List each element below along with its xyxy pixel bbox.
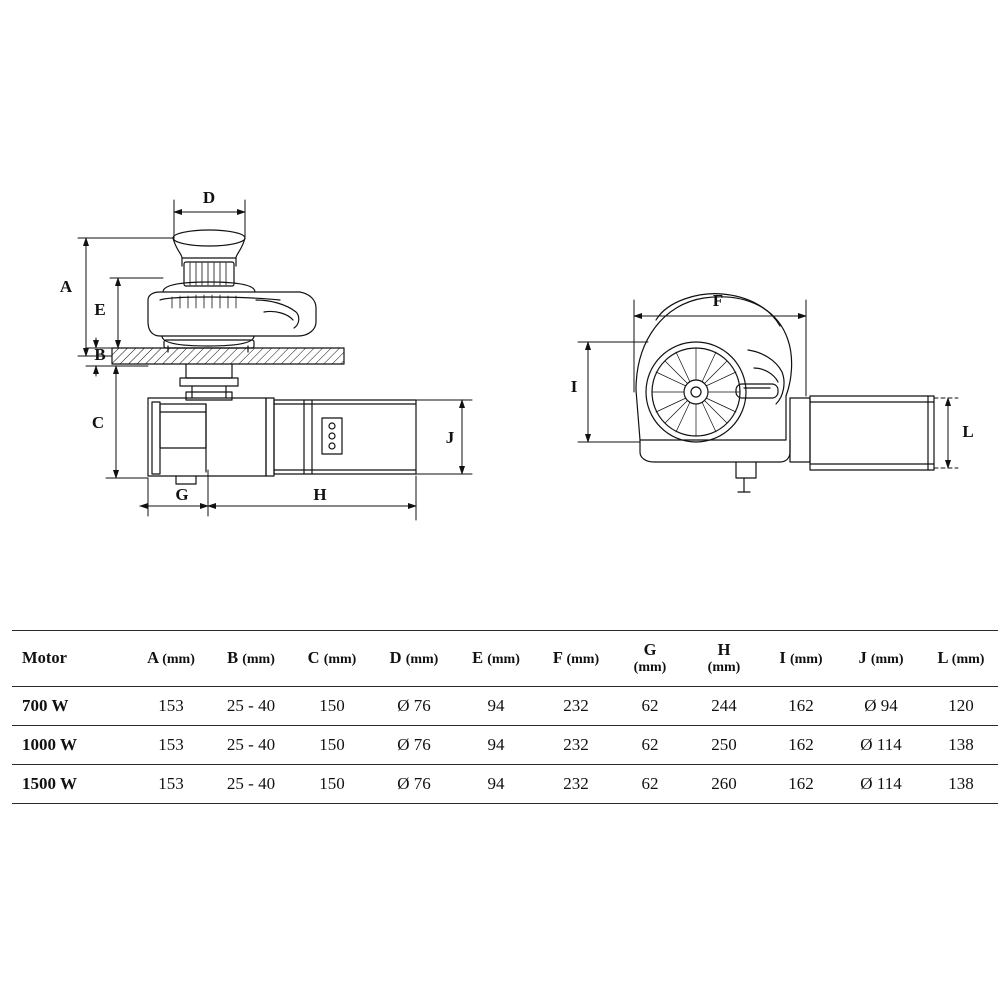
col-header-g-unit: (mm) xyxy=(633,659,667,675)
cell-d: Ø 76 xyxy=(372,765,456,804)
cell-b: 25 - 40 xyxy=(210,726,292,765)
col-header-f-unit: (mm) xyxy=(566,651,600,667)
cell-j: Ø 114 xyxy=(838,726,924,765)
table-header xyxy=(12,631,998,687)
cell-i: 162 xyxy=(764,765,838,804)
dim-label-J: J xyxy=(445,428,455,447)
cell-j: Ø 94 xyxy=(838,687,924,726)
cell-l: 138 xyxy=(924,726,998,765)
cell-d: Ø 76 xyxy=(372,726,456,765)
dim-label-B: B xyxy=(94,345,106,364)
table-row xyxy=(12,726,998,765)
cell-c: 150 xyxy=(292,765,372,804)
dim-label-E: E xyxy=(94,300,106,319)
col-header-j-unit: (mm) xyxy=(870,651,904,667)
cell-h: 260 xyxy=(684,765,764,804)
col-header-j xyxy=(838,631,924,687)
cell-h: 250 xyxy=(684,726,764,765)
col-header-i-label: I xyxy=(779,647,786,667)
cell-f: 232 xyxy=(536,687,616,726)
col-header-e-unit: (mm) xyxy=(487,651,520,667)
col-header-i-unit: (mm) xyxy=(789,651,823,667)
cell-g: 62 xyxy=(616,687,684,726)
spec-table-container xyxy=(12,630,988,804)
cell-d: Ø 76 xyxy=(372,687,456,726)
cell-e: 94 xyxy=(456,726,536,765)
col-header-motor-label: Motor xyxy=(22,648,67,668)
dim-label-L: L xyxy=(962,422,974,441)
col-header-g-label: G xyxy=(643,640,657,659)
cell-g: 62 xyxy=(616,765,684,804)
col-header-a-unit: (mm) xyxy=(162,651,195,667)
cell-g: 62 xyxy=(616,726,684,765)
cell-b: 25 - 40 xyxy=(210,765,292,804)
col-header-d xyxy=(372,631,456,687)
cell-c: 150 xyxy=(292,687,372,726)
cell-motor: 700 W xyxy=(12,687,132,726)
col-header-l xyxy=(924,631,998,687)
col-header-a-label: A xyxy=(147,647,159,667)
dim-label-D: D xyxy=(202,188,216,207)
col-header-h-label: H xyxy=(717,640,731,659)
table-body xyxy=(12,687,998,804)
cell-e: 94 xyxy=(456,765,536,804)
table-row xyxy=(12,765,998,804)
cell-motor: 1500 W xyxy=(12,765,132,804)
col-header-i xyxy=(764,631,838,687)
col-header-j-label: J xyxy=(858,647,867,667)
cell-a: 153 xyxy=(132,765,210,804)
dim-label-I: I xyxy=(570,377,578,396)
dim-label-H: H xyxy=(313,485,327,504)
cell-e: 94 xyxy=(456,687,536,726)
col-header-l-unit: (mm) xyxy=(951,651,985,667)
cell-c: 150 xyxy=(292,726,372,765)
col-header-c-label: C xyxy=(307,647,320,667)
col-header-b-label: B xyxy=(227,647,239,667)
col-header-d-label: D xyxy=(389,647,402,667)
col-header-h xyxy=(684,631,764,687)
front-view-dimensions xyxy=(571,291,974,468)
dim-label-G: G xyxy=(175,485,189,504)
col-header-f-label: F xyxy=(552,647,563,667)
cell-b: 25 - 40 xyxy=(210,687,292,726)
cell-l: 138 xyxy=(924,765,998,804)
cell-motor: 1000 W xyxy=(12,726,132,765)
col-header-b-unit: (mm) xyxy=(242,651,275,667)
col-header-motor xyxy=(12,631,132,687)
col-header-c-unit: (mm) xyxy=(323,651,357,667)
col-header-c xyxy=(292,631,372,687)
dim-label-F: F xyxy=(712,291,724,310)
dim-label-A: A xyxy=(59,277,73,296)
col-header-e-label: E xyxy=(472,647,484,667)
spec-table xyxy=(12,630,998,804)
side-view-geometry xyxy=(112,230,416,484)
table-row xyxy=(12,687,998,726)
cell-h: 244 xyxy=(684,687,764,726)
cell-l: 120 xyxy=(924,687,998,726)
col-header-d-unit: (mm) xyxy=(405,651,439,667)
cell-a: 153 xyxy=(132,687,210,726)
table-header-row xyxy=(12,631,998,687)
front-view-geometry xyxy=(636,294,934,492)
col-header-e xyxy=(456,631,536,687)
dim-label-C: C xyxy=(91,413,105,432)
cell-a: 153 xyxy=(132,726,210,765)
col-header-b xyxy=(210,631,292,687)
cell-f: 232 xyxy=(536,765,616,804)
col-header-a xyxy=(132,631,210,687)
col-header-f xyxy=(536,631,616,687)
col-header-h-unit: (mm) xyxy=(707,659,741,675)
cell-f: 232 xyxy=(536,726,616,765)
cell-i: 162 xyxy=(764,687,838,726)
col-header-g xyxy=(616,631,684,687)
cell-i: 162 xyxy=(764,726,838,765)
cell-j: Ø 114 xyxy=(838,765,924,804)
col-header-l-label: L xyxy=(937,647,948,667)
